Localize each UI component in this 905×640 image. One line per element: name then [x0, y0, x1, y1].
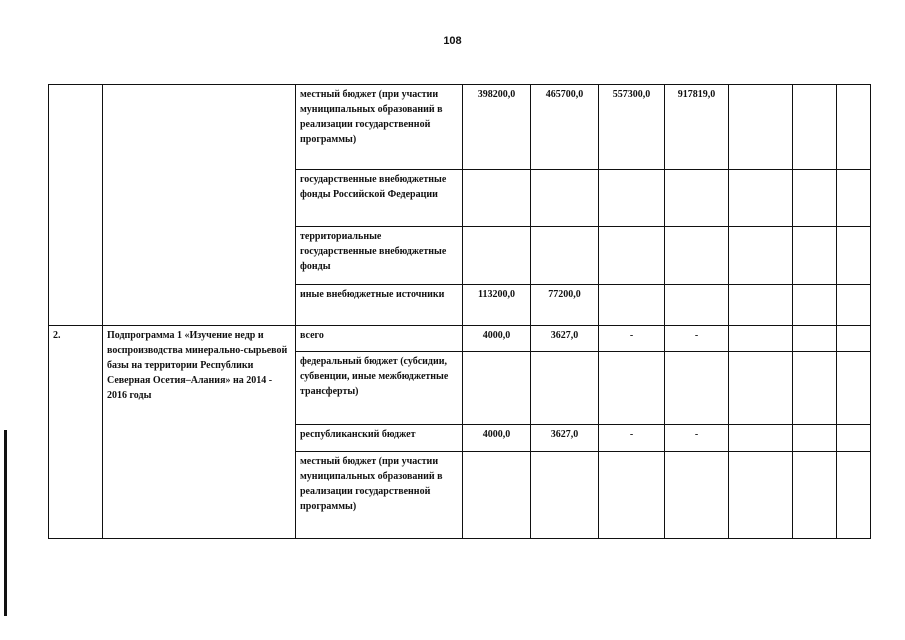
value-cell [837, 170, 871, 227]
value-cell [837, 227, 871, 285]
source-cell: республиканский бюджет [296, 425, 463, 452]
program-number: 2. [49, 326, 103, 539]
value-cell: 77200,0 [531, 285, 599, 326]
value-cell: 917819,0 [665, 85, 729, 170]
source-cell: федеральный бюджет (субсидии, субвенции, иные межбюджетные трансферты) [296, 352, 463, 425]
value-cell: - [665, 326, 729, 352]
value-cell [599, 170, 665, 227]
value-cell: 557300,0 [599, 85, 665, 170]
source-cell: местный бюджет (при участии муниципальных образований в реализации государственной программы) [296, 85, 463, 170]
value-cell: 3627,0 [531, 425, 599, 452]
value-cell [793, 352, 837, 425]
value-cell [531, 170, 599, 227]
value-cell [837, 326, 871, 352]
scan-edge-line [4, 430, 7, 616]
program-title: Подпрограмма 1 «Изучение недр и воспроизводства минерально-сырьевой базы на территории Республики Северная Осетия–Алания» на 2014 - 2016 годы [103, 326, 296, 539]
value-cell: 3627,0 [531, 326, 599, 352]
value-cell [729, 452, 793, 539]
value-cell: - [665, 425, 729, 452]
value-cell: 465700,0 [531, 85, 599, 170]
value-cell [793, 452, 837, 539]
value-cell [837, 352, 871, 425]
value-cell [729, 85, 793, 170]
value-cell [729, 227, 793, 285]
value-cell [793, 285, 837, 326]
value-cell [665, 285, 729, 326]
value-cell [599, 452, 665, 539]
value-cell: 398200,0 [463, 85, 531, 170]
value-cell [463, 227, 531, 285]
value-cell [837, 425, 871, 452]
value-cell [729, 285, 793, 326]
value-cell: - [599, 326, 665, 352]
value-cell [729, 425, 793, 452]
value-cell [665, 170, 729, 227]
budget-table [48, 84, 871, 539]
value-cell [665, 352, 729, 425]
value-cell [793, 170, 837, 227]
program-cell-empty [103, 85, 296, 326]
value-cell [599, 352, 665, 425]
value-cell [793, 326, 837, 352]
value-cell [729, 326, 793, 352]
value-cell [793, 227, 837, 285]
value-cell [729, 352, 793, 425]
value-cell [837, 85, 871, 170]
value-cell [793, 85, 837, 170]
value-cell [531, 227, 599, 285]
value-cell [665, 452, 729, 539]
value-cell: - [599, 425, 665, 452]
table-row [49, 326, 871, 352]
value-cell [463, 452, 531, 539]
value-cell [793, 425, 837, 452]
source-cell: всего [296, 326, 463, 352]
value-cell [531, 452, 599, 539]
value-cell [729, 170, 793, 227]
value-cell [463, 352, 531, 425]
source-cell: местный бюджет (при участии муниципальных образований в реализации государственной программы) [296, 452, 463, 539]
value-cell [463, 170, 531, 227]
page-number: 108 [443, 35, 462, 47]
value-cell: 4000,0 [463, 425, 531, 452]
source-cell: иные внебюджетные источники [296, 285, 463, 326]
source-cell: государственные внебюджетные фонды Российской Федерации [296, 170, 463, 227]
value-cell: 113200,0 [463, 285, 531, 326]
source-cell: территориальные государственные внебюджетные фонды [296, 227, 463, 285]
value-cell: 4000,0 [463, 326, 531, 352]
value-cell [599, 227, 665, 285]
table-row [49, 85, 871, 170]
value-cell [665, 227, 729, 285]
value-cell [531, 352, 599, 425]
value-cell [837, 452, 871, 539]
number-cell-empty [49, 85, 103, 326]
value-cell [599, 285, 665, 326]
value-cell [837, 285, 871, 326]
